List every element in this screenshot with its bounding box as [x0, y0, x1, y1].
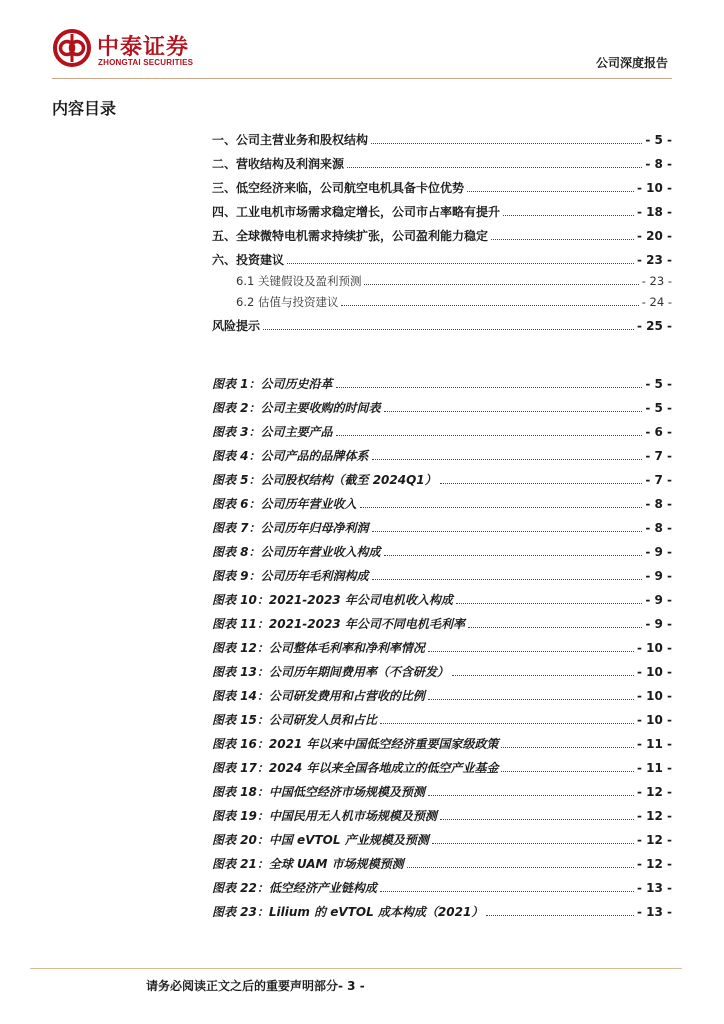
section-entry[interactable] — [212, 196, 672, 220]
dot-leader — [336, 386, 643, 388]
figure-entry-label: 图表 23：Lilium 的 eVTOL 成本构成（2021） — [212, 905, 484, 919]
footer-divider — [30, 968, 682, 969]
figure-entry-label: 图表 2：公司主要收购的时间表 — [212, 401, 381, 415]
figure-entry-label: 图表 19：中国民用无人机市场规模及预测 — [212, 809, 437, 823]
dot-leader — [263, 328, 634, 330]
figure-entry-label: 图表 22：低空经济产业链构成 — [212, 881, 377, 895]
figure-entry[interactable] — [212, 752, 672, 776]
dot-leader — [384, 410, 643, 412]
figure-entry-label: 图表 11：2021-2023 年公司不同电机毛利率 — [212, 617, 465, 631]
section-entry-label: 三、低空经济来临，公司航空电机具备卡位优势 — [212, 181, 465, 195]
figure-entry-label: 图表 14：公司研发费用和占营收的比例 — [212, 689, 425, 703]
figure-entry-page: - 6 - — [645, 425, 672, 439]
dot-leader — [336, 434, 643, 436]
dot-leader — [428, 698, 634, 700]
dot-leader — [491, 238, 634, 240]
figure-entry-page: - 11 - — [636, 761, 672, 775]
dot-leader — [371, 142, 642, 144]
section-entry-label: 四、工业电机市场需求稳定增长，公司市占率略有提升 — [212, 205, 501, 219]
figure-entry-page: - 10 - — [636, 713, 672, 727]
figure-entry[interactable] — [212, 632, 672, 656]
figure-entry-label: 图表 5：公司股权结构（截至 2024Q1） — [212, 473, 437, 487]
figure-entry-page: - 12 - — [636, 785, 672, 799]
figure-entry-page: - 7 - — [645, 449, 672, 463]
section-entry[interactable] — [212, 148, 672, 172]
figure-entry-label: 图表 3：公司主要产品 — [212, 425, 333, 439]
section-entry-page: - 5 - — [645, 133, 672, 147]
figure-entry-page: - 8 - — [645, 521, 672, 535]
figure-entry-page: - 12 - — [636, 809, 672, 823]
page-header — [0, 0, 724, 84]
footer-page-number: - 3 - — [338, 979, 365, 993]
dot-leader — [486, 914, 634, 916]
figure-entry-page: - 9 - — [645, 593, 672, 607]
figure-entry[interactable] — [212, 512, 672, 536]
figure-entry-page: - 8 - — [645, 497, 672, 511]
figure-entry-page: - 12 - — [636, 833, 672, 847]
figure-entry-label: 图表 10：2021-2023 年公司电机收入构成 — [212, 593, 453, 607]
figure-entry-page: - 10 - — [636, 689, 672, 703]
dot-leader — [428, 650, 634, 652]
dot-leader — [380, 722, 634, 724]
figure-entry-page: - 11 - — [636, 737, 672, 751]
dot-leader — [364, 283, 638, 285]
figure-entry[interactable] — [212, 608, 672, 632]
section-entry-label: 6.2 估值与投资建议 — [236, 295, 339, 309]
figure-entry[interactable] — [212, 368, 672, 392]
figure-entry-label: 图表 17：2024 年以来全国各地成立的低空产业基金 — [212, 761, 499, 775]
figure-entry-label: 图表 6：公司历年营业收入 — [212, 497, 357, 511]
report-type-label: 公司深度报告 — [595, 56, 668, 70]
figure-entry-page: - 10 - — [636, 665, 672, 679]
figure-entry[interactable] — [212, 776, 672, 800]
section-entry-label: 风险提示 — [212, 319, 261, 333]
figure-entry-page: - 10 - — [636, 641, 672, 655]
section-entry[interactable] — [212, 244, 672, 268]
figure-entry[interactable] — [212, 704, 672, 728]
section-entry-page: - 25 - — [636, 319, 672, 333]
figure-entry[interactable] — [212, 416, 672, 440]
section-entry-page: - 24 - — [641, 295, 672, 309]
figure-entry-page: - 9 - — [645, 617, 672, 631]
section-entry-page: - 23 - — [641, 274, 672, 288]
section-entry[interactable] — [212, 124, 672, 148]
dot-leader — [452, 674, 634, 676]
figure-entry-page: - 7 - — [645, 473, 672, 487]
figure-entry[interactable] — [212, 392, 672, 416]
figure-entry-page: - 9 - — [645, 545, 672, 559]
figure-entry-label: 图表 9：公司历年毛利润构成 — [212, 569, 369, 583]
figure-entry[interactable] — [212, 896, 672, 920]
dot-leader — [456, 602, 642, 604]
dot-leader — [432, 842, 634, 844]
figure-entry[interactable] — [212, 536, 672, 560]
section-entry[interactable] — [212, 220, 672, 244]
dot-leader — [503, 214, 634, 216]
header-divider — [52, 78, 672, 79]
dot-leader — [468, 626, 642, 628]
dot-leader — [467, 190, 634, 192]
section-entry-label: 6.1 关键假设及盈利预测 — [236, 274, 362, 288]
footer-disclaimer: 请务必阅读正文之后的重要声明部分 — [146, 979, 339, 993]
figure-entry-label: 图表 13：公司历年期间费用率（不含研发） — [212, 665, 449, 679]
figure-toc-list — [212, 368, 672, 920]
dot-leader — [501, 746, 634, 748]
dot-leader — [380, 890, 634, 892]
dot-leader — [440, 482, 643, 484]
figure-entry-page: - 13 - — [636, 905, 672, 919]
figure-entry[interactable] — [212, 464, 672, 488]
section-toc-list — [212, 124, 672, 334]
logo-name-cn: 中泰证券 — [97, 35, 190, 60]
dot-leader — [407, 866, 634, 868]
figure-entry[interactable] — [212, 680, 672, 704]
dot-leader — [384, 554, 643, 556]
section-entry-page: - 20 - — [636, 229, 672, 243]
figure-entry-label: 图表 12：公司整体毛利率和净利率情况 — [212, 641, 425, 655]
toc-title: 内容目录 — [52, 99, 117, 118]
figure-entry[interactable] — [212, 872, 672, 896]
section-entry-label: 二、营收结构及利润来源 — [212, 157, 345, 171]
section-entry[interactable] — [212, 172, 672, 196]
figure-entry-label: 图表 4：公司产品的品牌体系 — [212, 449, 369, 463]
dot-leader — [347, 166, 642, 168]
logo-name-en: ZHONGTAI SECURITIES — [98, 58, 194, 67]
dot-leader — [287, 262, 634, 264]
section-entry-page: - 23 - — [636, 253, 672, 267]
figure-entry-label: 图表 16：2021 年以来中国低空经济重要国家级政策 — [212, 737, 499, 751]
page-footer — [146, 977, 365, 994]
zhongtai-logo-icon — [52, 28, 92, 68]
dot-leader — [372, 530, 643, 532]
figure-entry[interactable] — [212, 824, 672, 848]
figure-entry[interactable] — [212, 656, 672, 680]
figure-entry-label: 图表 20：中国 eVTOL 产业规模及预测 — [212, 833, 429, 847]
section-entry[interactable] — [212, 268, 672, 289]
section-entry-label: 五、全球微特电机需求持续扩张，公司盈利能力稳定 — [212, 229, 489, 243]
section-entry[interactable] — [212, 310, 672, 334]
figure-entry-page: - 9 - — [645, 569, 672, 583]
figure-entry-label: 图表 1：公司历史沿革 — [212, 377, 333, 391]
figure-entry-page: - 12 - — [636, 857, 672, 871]
figure-entry[interactable] — [212, 728, 672, 752]
figure-entry-label: 图表 21：全球 UAM 市场规模预测 — [212, 857, 404, 871]
figure-entry[interactable] — [212, 584, 672, 608]
dot-leader — [440, 818, 634, 820]
figure-entry-page: - 13 - — [636, 881, 672, 895]
section-entry-label: 一、公司主营业务和股权结构 — [212, 133, 369, 147]
dot-leader — [341, 304, 638, 306]
dot-leader — [372, 578, 643, 580]
section-entry-page: - 18 - — [636, 205, 672, 219]
section-entry[interactable] — [212, 289, 672, 310]
section-entry-page: - 10 - — [636, 181, 672, 195]
figure-entry-label: 图表 7：公司历年归母净利润 — [212, 521, 369, 535]
figure-entry[interactable] — [212, 488, 672, 512]
figure-entry-label: 图表 18：中国低空经济市场规模及预测 — [212, 785, 425, 799]
figure-entry-label: 图表 15：公司研发人员和占比 — [212, 713, 377, 727]
figure-entry-page: - 5 - — [645, 377, 672, 391]
figure-entry-page: - 5 - — [645, 401, 672, 415]
figure-entry[interactable] — [212, 560, 672, 584]
section-entry-page: - 8 - — [645, 157, 672, 171]
dot-leader — [428, 794, 634, 796]
figure-entry[interactable] — [212, 440, 672, 464]
dot-leader — [360, 506, 643, 508]
dot-leader — [372, 458, 643, 460]
dot-leader — [501, 770, 634, 772]
section-entry-label: 六、投资建议 — [212, 253, 285, 267]
figure-entry[interactable] — [212, 800, 672, 824]
figure-entry-label: 图表 8：公司历年营业收入构成 — [212, 545, 381, 559]
figure-entry[interactable] — [212, 848, 672, 872]
